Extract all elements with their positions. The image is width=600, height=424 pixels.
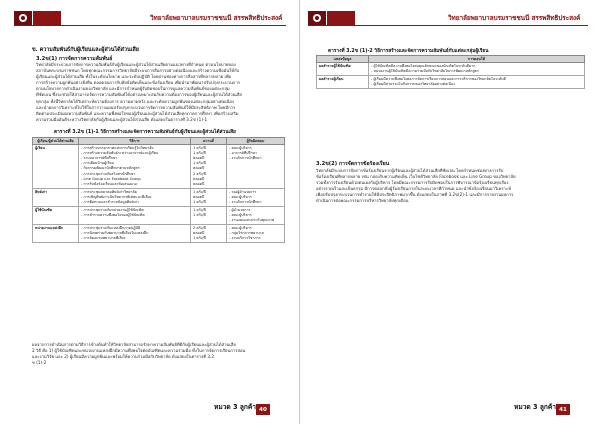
paragraph-line: วิทยาลัยมีกระบวนการจัดการความสัมพันธ์กับผู้เรียนและผู้ส่วนได้ส่วนเสียตามแนวทางที่กำหนด ตามนโยบายของ (36, 62, 236, 67)
header-accent-bar (327, 11, 355, 25)
method-line: - ระบบอาจารย์ที่ปรึกษา (81, 156, 118, 161)
frequency-cell (191, 188, 227, 206)
group-cell: ศิษย์เก่า (33, 188, 79, 206)
page-number: 40 (256, 404, 270, 415)
section-title: ข. ความสัมพันธ์กับผู้เรียนและผู้ส่วนได้ส่วนเสีย (32, 47, 139, 53)
owner-line: - คณะผู้บริหาร (229, 194, 252, 199)
method-line: - การประชุมสมาคมศิษย์เก่าวิทยาลัย (81, 189, 137, 194)
frequency-line: 1 ครั้ง/ปี (193, 212, 207, 217)
paragraph-line: ดำเนินการต่อคณะกรรมการบริหารวิทยาลัยทุกเดือน (316, 198, 409, 204)
body-paragraph (32, 342, 284, 366)
method-line: - การประชุมร่วมกับแหล่งฝึกภาคปฏิบัติ (81, 225, 141, 230)
method-cell (79, 145, 191, 189)
frequency-line: 2 ครั้ง/ปี (193, 225, 207, 230)
method-line: - Line Group และ Facebook Group (81, 176, 141, 181)
method-cell (79, 224, 191, 242)
relationship-table (32, 137, 285, 243)
footer-chapter: หมวด 3 ลูกค้า (514, 403, 557, 411)
frequency-line: 1 ครั้ง/ปี (193, 145, 207, 150)
method-line: - การสร้างบรรยากาศแห่งการเรียนรู้ในวิทยาลัย (81, 145, 154, 150)
page-number: 41 (556, 404, 570, 415)
paragraph-line: 2 วิธี คือ 1) ผู้ใช้บัณฑิตและหน่วยงานแหล่งฝึกมีความพึงพอใจต่อบัณฑิตและความร่วมมือ ทั้งในการจัดการเรียนการสอน (32, 348, 246, 354)
table-header-row (33, 138, 285, 145)
response-table (316, 55, 585, 89)
footer-chapter: หมวด 3 ลูกค้า (214, 403, 257, 411)
frequency-line: 1 ครั้ง/ปี (193, 199, 207, 204)
paragraph-line: ตามนโยบายการดำเนินงานของวิทยาลัย และมีการกำหนดผู้รับผิดชอบในการดูแลความสัมพันธ์ของแต่ละกลุ่ม (36, 86, 230, 92)
table-row (317, 63, 585, 76)
paragraph-line: วิทยาลัยมีระบบการจัดการข้อร้องเรียนจากผู้เรียนและผู้ส่วนได้ส่วนเสียที่ชัดเจน โดยกำหนดช่องทางการรับ (316, 168, 504, 173)
method-line: - การประชุมร่วมกับสโมสรนักศึกษา (81, 171, 136, 176)
owner-cell (227, 145, 285, 189)
response-cell (369, 75, 585, 88)
frequency-line: 1 ครั้ง/ปี (193, 235, 207, 240)
column-header: ความถี่ (191, 138, 227, 145)
column-header: วิธีการ (79, 138, 191, 145)
table-caption: ตารางที่ 3.2ข (1)-1 วิธีการสร้างและจัดการความสัมพันธ์กับผู้เรียนและผู้ส่วนได้ส่วนเสีย (54, 130, 236, 135)
method-line: - การนิเทศร่วมกับพยาบาลพี่เลี้ยงในแหล่งฝึก (81, 230, 149, 235)
table-row (33, 206, 285, 224)
frequency-line: ตลอดปี (193, 156, 205, 161)
method-line: - การรับข้อร้องเรียนและข้อเสนอแนะ (81, 181, 138, 186)
paragraph-line: ทุกกลุ่ม ทั้งนี้วิทยาลัยได้วิเคราะห์ความต้องการ ความคาดหวัง และระดับความผูกพันของแต่ละกลุ่มอย่างต่อเนื่อง (36, 98, 234, 104)
owner-line: - คณะผู้บริหาร (229, 145, 252, 150)
paragraph-line: และนำผลการวิเคราะห์ไปใช้ในการวางแผนปรับปรุงกระบวนการจัดการความสัมพันธ์ให้มีประสิทธิภาพ โดยมีการ (36, 104, 236, 110)
paragraph-line: สถาบันพระบรมราชชนก โดยทุกคณะกรรมการวิทยาลัยมีระบบการสื่อสารอย่างต่อเนื่องและสร้างความเชื่อมั่นให้กับ (36, 68, 240, 74)
owner-line: - ผู้อำนวยการ (229, 207, 251, 212)
method-line: - การสำรวจความพึงพอใจของผู้ใช้บัณฑิต (81, 212, 145, 217)
frequency-line: ตลอดปี (193, 166, 205, 171)
table-row (33, 145, 285, 189)
paragraph-line: ข (1)-2 (32, 360, 47, 366)
method-line: - การสร้างความสัมพันธ์ระหว่างอาจารย์และผู้เรียน (81, 150, 159, 155)
source-cell: ผลสำรวจผู้ใช้บัณฑิต (317, 63, 369, 76)
subsection-title: 3.2ข(1) การจัดการความสัมพันธ์ (36, 56, 113, 62)
table-row (317, 75, 585, 88)
paragraph-line: ติดตามประเมินผลความสัมพันธ์ และความพึงพอใจของผู้เรียนและผู้ส่วนได้ส่วนเสียทุกภาคการศึกษา เพื่อสร้างเสริม (36, 110, 239, 116)
paragraph-line: อย่างรวดเร็วและเป็นธรรม มีการตอบกลับผู้ร้องเรียนภายในระยะเวลาที่กำหนด และนำข้อร้องเรียนมาวิเคราะห์ (316, 186, 512, 192)
frequency-line: ตลอดปี (193, 230, 205, 235)
column-header: ผู้รับผิดชอบ (227, 138, 285, 145)
header-rule (308, 25, 588, 26)
method-line: - การจัดอบรมพยาบาลพี่เลี้ยง (81, 235, 126, 240)
header-title: วิทยาลัยพยาบาลบรมราชชนนี สรรพสิทธิประสงค์ (150, 14, 283, 22)
owner-line: - งานบริการวิชาการ (229, 235, 261, 240)
frequency-line: ตลอดปี (193, 181, 205, 186)
group-cell: หน่วยงานแหล่งฝึก (33, 224, 79, 242)
paragraph-line: ผลจากการดำเนินการตามวิธีการข้างต้นทำให้วิทยาลัยสามารถรักษาความสัมพันธ์ที่ดีกับผู้เรียนและผู้ส่วนได้ส่วนเสีย (32, 342, 236, 347)
method-line: - การเยี่ยมบ้านผู้เรียน (81, 161, 114, 166)
owner-cell (227, 188, 285, 206)
paragraph-line: ผู้เรียนและผู้ส่วนได้ส่วนเสีย ทั้งในระดับนโยบาย และระดับปฏิบัติ โดยผ่านช่องทางการสื่อสารที่หลากหลาย เพื่อ (36, 74, 232, 80)
response-line: - ผู้เรียนมีความพึงพอใจต่อการจัดการเรียนการสอนและการบริการของวิทยาลัยในระดับดี (371, 76, 506, 81)
table-row (33, 188, 285, 206)
method-cell (79, 206, 191, 224)
body-paragraph (316, 168, 582, 205)
college-logo-icon (308, 11, 326, 25)
response-line: - ผู้ใช้บัณฑิตมีความพึงพอใจต่อคุณลักษณะของบัณฑิตในระดับดีมาก (371, 63, 476, 68)
frequency-line: 2 ครั้ง/ปี (193, 171, 207, 176)
owner-cell (227, 206, 285, 224)
response-line: - หน่วยงานผู้ใช้บัณฑิตมีความร่วมมือกับวิทยาลัยในการพัฒนาหลักสูตร (371, 68, 479, 73)
frequency-cell (191, 145, 227, 189)
frequency-cell (191, 206, 227, 224)
table-caption: ตารางที่ 3.2ข (1)-2 วิธีการสร้างและจัดการความสัมพันธ์กับแต่ละกลุ่มผู้เรียน (328, 49, 489, 54)
frequency-line: 1 ครั้ง/ปี (193, 189, 207, 194)
method-line: - การติดตามและสำรวจข้อมูลศิษย์เก่า (81, 199, 140, 204)
method-cell (79, 188, 191, 206)
header-title: วิทยาลัยพยาบาลบรมราชชนนี สรรพสิทธิประสงค์ (448, 14, 581, 22)
response-cell (369, 63, 585, 76)
owner-line: - งานแผนและประกันคุณภาพ (229, 217, 275, 222)
owner-line: - งานกิจการนักศึกษา (229, 156, 262, 161)
college-logo-icon (14, 11, 32, 25)
paragraph-line: ความร่วมมืออันดีระหว่างวิทยาลัยกับผู้เรียนและผู้ส่วนได้ส่วนเสีย ดังแสดงในตารางที่ 3.2ข (1)-1 (36, 116, 208, 122)
group-cell: ผู้ใช้บัณฑิต (33, 206, 79, 224)
group-cell: ผู้เรียน (33, 145, 79, 189)
frequency-line: 1 ครั้ง/ปี (193, 150, 207, 155)
column-header: การตอบโต้ (369, 56, 585, 63)
owner-line: - งานกิจการนักศึกษา (229, 199, 262, 204)
owner-cell (227, 224, 285, 242)
subsection-title: 3.2ข(2) การจัดการข้อร้องเรียน (316, 161, 390, 167)
frequency-line: 1 ครั้ง/ปี (193, 161, 207, 166)
owner-line: - รองผู้อำนวยการ (229, 189, 257, 194)
owner-line: - กลุ่มวิชาการพยาบาล (229, 230, 264, 235)
frequency-line: 1 ครั้ง/ปี (193, 207, 207, 212)
body-paragraph (36, 62, 282, 123)
paragraph-line: ข้อร้องเรียนที่หลากหลาย เช่น กล่องรับความคิดเห็น เว็บไซต์วิทยาลัย Facebook และ Line Group ของวิทยาลัย (316, 174, 516, 180)
right-page (300, 0, 600, 424)
owner-line: - คณะผู้บริหาร (229, 212, 252, 217)
header-accent-bar (33, 11, 61, 25)
column-header: แหล่งข้อมูล (317, 56, 369, 63)
column-header: ผู้เรียน/ผู้ส่วนได้ส่วนเสีย (33, 138, 79, 145)
paragraph-line: ที่ชัดเจน ซึ่งจะช่วยให้สามารถจัดการความสัมพันธ์ได้อย่างเหมาะสมกับความต้องการของผู้เรียนและผู้ส่วนได้ส่วนเสีย (36, 92, 242, 98)
paragraph-line: และงานวิจัย และ 2) ผู้เรียนมีความผูกพันและพร้อมให้ความร่วมมือกับวิทยาลัย ดังแสดงในตารางที่ 3.2 (32, 354, 215, 360)
method-line: - กิจกรรมพัฒนานักศึกษาตามหลักสูตร (81, 166, 140, 171)
owner-line: - อาจารย์ที่ปรึกษา (229, 150, 257, 155)
frequency-line: ตลอดปี (193, 194, 205, 199)
response-line: - ผู้เรียนมีส่วนร่วมในกิจกรรมของวิทยาลัยอย่างต่อเนื่อง (371, 81, 455, 86)
method-line: - การเชิญศิษย์เก่าเป็นวิทยากรพิเศษและพี่เลี้ยง (81, 194, 152, 199)
table-row (33, 224, 285, 242)
method-line: - การประชุมร่วมกับหน่วยงานผู้ใช้บัณฑิต (81, 207, 144, 212)
owner-line: - คณะผู้บริหาร (229, 225, 252, 230)
table-header-row (317, 56, 585, 63)
paragraph-line: การสร้างความผูกพันอย่างยั่งยืน ตลอดจนการรับฟังข้อคิดเห็นและข้อร้องเรียน เพื่อนำมาพัฒนาปรับปรุงกระบวนการ (36, 80, 240, 86)
frequency-cell (191, 224, 227, 242)
paragraph-line: เพื่อปรับปรุงกระบวนการทำงานให้มีประสิทธิภาพมากขึ้น ดังแสดงในภาพที่ 3.2ข(2)-1 และมีการรายงานผลการ (316, 192, 514, 198)
source-cell: ผลสำรวจผู้เรียน (317, 75, 369, 88)
header-rule (14, 25, 286, 26)
frequency-line: ตลอดปี (193, 176, 205, 181)
paragraph-line: รวมทั้งการร้องเรียนด้วยตนเองกับผู้บริหาร โดยมีคณะกรรมการรับผิดชอบในการพิจารณาข้อร้องเรียนทุกเรื่อง (316, 180, 509, 186)
